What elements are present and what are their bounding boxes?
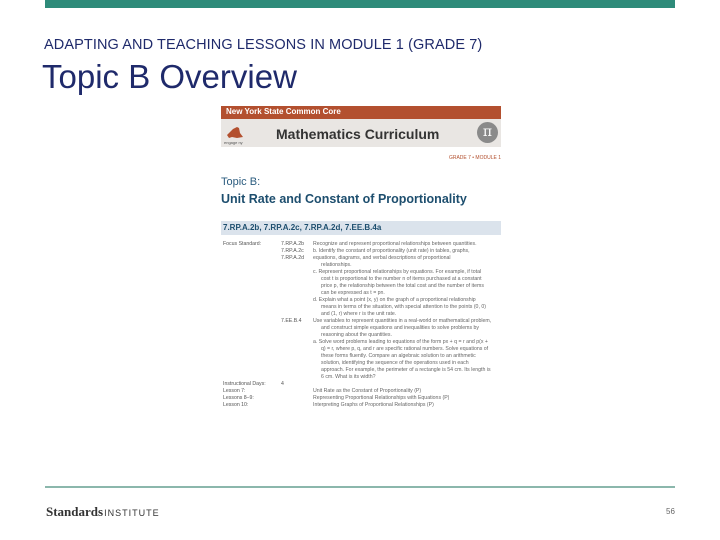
standards-text: 7.RP.A.2b, 7.RP.A.2c, 7.RP.A.2d, 7.EE.B.4a (223, 223, 382, 232)
doc-line-col-c: cost t is proportional to the number n of items purchased at a constant (321, 276, 482, 282)
doc-line-col-b: 7.RP.A.2d (281, 255, 304, 261)
doc-line-col-c: c. Represent proportional relationships by equations. For example, if total (313, 269, 482, 275)
doc-line (221, 353, 501, 360)
doc-line (221, 262, 501, 269)
doc-header-band (221, 106, 501, 119)
doc-line-col-c: Use variables to represent quantities in a real-world or mathematical problem, (313, 318, 492, 324)
doc-line (221, 297, 501, 304)
curriculum-title: Mathematics Curriculum (276, 126, 440, 142)
doc-line (221, 388, 501, 395)
doc-line (221, 367, 501, 374)
doc-line-col-c: can be expressed as t = pn. (321, 290, 385, 296)
doc-line-col-a: Instructional Days: (223, 381, 266, 387)
doc-line-col-c: approach. For example, the perimeter of a rectangle is 54 cm. Its length is (321, 367, 491, 373)
doc-line-col-a: Lesson 10: (223, 402, 249, 408)
doc-line-col-c: b. Identify the constant of proportionality (unit rate) in tables, graphs, (313, 248, 470, 254)
doc-line (221, 360, 501, 367)
doc-line-col-c: equations, diagrams, and verbal descriptions of proportional (313, 255, 451, 261)
doc-line-col-c: Representing Proportional Relationships with Equations (P) (313, 395, 450, 401)
doc-line (221, 290, 501, 297)
doc-line (221, 346, 501, 353)
doc-line (221, 339, 501, 346)
document-body (221, 241, 501, 409)
pi-icon: π (477, 122, 498, 143)
doc-line (221, 269, 501, 276)
doc-line-col-c: and (1, r) where r is the unit rate. (321, 311, 397, 317)
slide-kicker: ADAPTING AND TEACHING LESSONS IN MODULE 1 (GRADE 7) (44, 37, 483, 53)
document-image (220, 104, 502, 434)
doc-line (221, 304, 501, 311)
doc-line-col-a: Lessons 8–9: (223, 395, 254, 401)
doc-header-text: New York State Common Core (226, 107, 341, 116)
doc-line-col-b: 4 (281, 381, 284, 387)
doc-line-col-b: 7.RP.A.2b (281, 241, 304, 247)
doc-line (221, 283, 501, 290)
doc-line-col-b: 7.EE.B.4 (281, 318, 302, 324)
topic-title: Unit Rate and Constant of Proportionality (221, 192, 467, 206)
grade-module-tag: GRADE 7 • MODULE 1 (448, 155, 501, 161)
doc-line-col-c: these forms fluently. Compare an algebraic solution to an arithmetic (321, 353, 476, 359)
standards-institute-logo (46, 503, 160, 521)
doc-line-col-c: d. Explain what a point (x, y) on the graph of a proportional relationship (313, 297, 476, 303)
doc-line (221, 248, 501, 255)
doc-line (221, 276, 501, 283)
doc-line (221, 395, 501, 402)
doc-line-col-c: means in terms of the situation, with special attention to the points (0, 0) (321, 304, 486, 310)
doc-line-col-c: solution, identifying the sequence of the operations used in each (321, 360, 469, 366)
topic-label: Topic B: (221, 176, 261, 188)
doc-line-col-a: Lesson 7: (223, 388, 246, 394)
page-number: 56 (666, 507, 675, 516)
doc-line-col-a: Focus Standard: (223, 241, 262, 247)
doc-line (221, 325, 501, 332)
engage-label: engage ny (224, 140, 243, 145)
doc-line (221, 255, 501, 262)
doc-line (221, 332, 501, 339)
standards-bar (221, 221, 501, 235)
doc-line-col-c: Unit Rate as the Constant of Proportionality (P) (313, 388, 422, 394)
doc-line (221, 311, 501, 318)
doc-line-col-c: relationships. (321, 262, 352, 268)
doc-title-band (221, 119, 501, 147)
doc-line-col-c: price p, the relationship between the total cost and the number of items (321, 283, 484, 289)
logo-main-text: Standards (46, 504, 104, 519)
doc-line-col-c: Recognize and represent proportional relationships between quantities. (313, 241, 477, 247)
footer-rule (45, 486, 675, 488)
doc-line-col-c: reasoning about the quantities. (321, 332, 392, 338)
doc-line-col-c: q) = r, where p, q, and r are specific rational numbers. Solve equations of (321, 346, 489, 352)
logo-sub-text: INSTITUTE (104, 508, 160, 518)
doc-line-col-c: 6 cm. What is its width? (321, 374, 376, 380)
slide-title: Topic B Overview (42, 58, 297, 95)
doc-line-col-b: 7.RP.A.2c (281, 248, 304, 254)
top-accent-bar (45, 0, 675, 8)
doc-line (221, 374, 501, 381)
doc-line (221, 381, 501, 388)
doc-line-col-c: Interpreting Graphs of Proportional Relationships (P) (313, 402, 434, 408)
doc-line-col-c: and construct simple equations and inequalities to solve problems by (321, 325, 480, 331)
doc-line-col-c: a. Solve word problems leading to equations of the form px + q = r and p(x + (313, 339, 488, 345)
doc-line (221, 402, 501, 409)
doc-line (221, 318, 501, 325)
doc-line (221, 241, 501, 248)
